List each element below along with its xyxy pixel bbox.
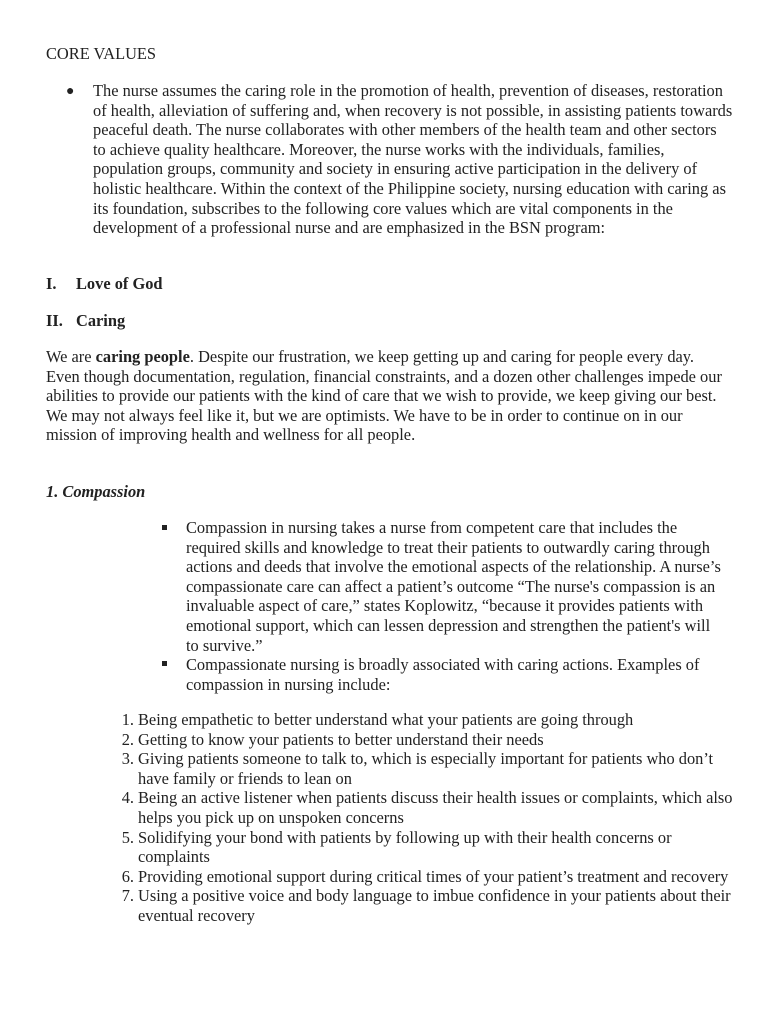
compassion-bullet: Compassionate nursing is broadly associated with caring actions. Examples of compassion in nursing include: (186, 655, 700, 694)
list-item (121, 866, 738, 887)
list-text: Being an active listener when patients discuss their health issues or complaints, which also helps you pick up on unspoken concerns (138, 788, 733, 827)
caring-lead: We are (46, 347, 96, 366)
section-title: Love of God (76, 274, 163, 293)
square-bullet-icon (162, 525, 167, 530)
list-number: 6. (121, 866, 134, 886)
caring-bold-phrase: caring people (95, 347, 190, 366)
list-number: 3. (121, 749, 134, 769)
list-text: Solidifying your bond with patients by following up with their health concerns or complaints (138, 827, 672, 867)
list-number: 7. (121, 886, 134, 906)
list-text: Giving patients someone to talk to, which is especially important for patients who don’t have family or friends to lean on (138, 749, 714, 788)
list-item (121, 710, 738, 730)
list-number: 1. (121, 710, 134, 729)
list-text: Using a positive voice and body language to imbue confidence in your patients about their eventual recovery (138, 886, 731, 925)
list-item (121, 886, 738, 925)
intro-paragraph: The nurse assumes the caring role in the promotion of health, prevention of diseases, restoration of health, alleviation of suffering and, when recovery is not possible, in assisting patients towards peaceful death. The nurse collaborates with other members of the health team and other sectors to achieve quality healthcare. Moreover, the nurse works with the individuals, families, population groups, community and society in ensuring active participation in the delivery of holistic healthcare. Within the context of the Philippine society, nursing education with caring as its foundation, subscribes to the following core values which are vital components in the development of a professional nurse and are emphasized in the BSN program: (93, 81, 733, 238)
list-text: Providing emotional support during critical times of your patient’s treatment and recovery (138, 866, 729, 886)
list-number: 2. (121, 729, 134, 749)
page-title: CORE VALUES (46, 44, 157, 63)
section-numeral: I. (46, 274, 57, 293)
section-numeral: II. (46, 311, 63, 330)
compassion-bullet: Compassion in nursing takes a nurse from competent care that includes the required skills and knowledge to treat their patients to outwardly caring through actions and deeds that involve the emotional aspects of the relationship. A nurse’s compassionate care can affect a patient’s outcome “The nurse's compassion is an invaluable aspect of care,” states Koplowitz, “because it provides patients with emotional support, which can lessen depression and strengthen the patient's will to survive.” (186, 518, 721, 655)
list-item (121, 788, 738, 827)
list-item (121, 729, 738, 750)
section-title: Caring (76, 311, 126, 330)
list-item (121, 827, 738, 867)
list-text: Being empathetic to better understand what your patients are going through (138, 710, 634, 729)
compassion-examples-list (121, 710, 738, 926)
bullet-dot-icon: ● (66, 84, 75, 99)
list-text: Getting to know your patients to better understand their needs (138, 729, 544, 749)
caring-rest: . Despite our frustration, we keep getting up and caring for people every day. Even though documentation, regulation, financial constraints, and a dozen other challenges impede our abilities to provide our patients with the kind of care that we wish to provide, we keep giving our best. We may not always feel like it, but we are optimists. We have to be in order to continue on in our mission of improving health and wellness for all people. (46, 347, 722, 445)
square-bullet-icon (162, 661, 167, 666)
list-number: 4. (121, 788, 134, 808)
compassion-heading: 1. Compassion (46, 482, 146, 501)
caring-paragraph (46, 347, 722, 445)
list-item (121, 749, 738, 788)
section-heading-caring (46, 311, 125, 331)
section-heading-love-of-god (46, 274, 163, 294)
list-number: 5. (121, 827, 134, 847)
